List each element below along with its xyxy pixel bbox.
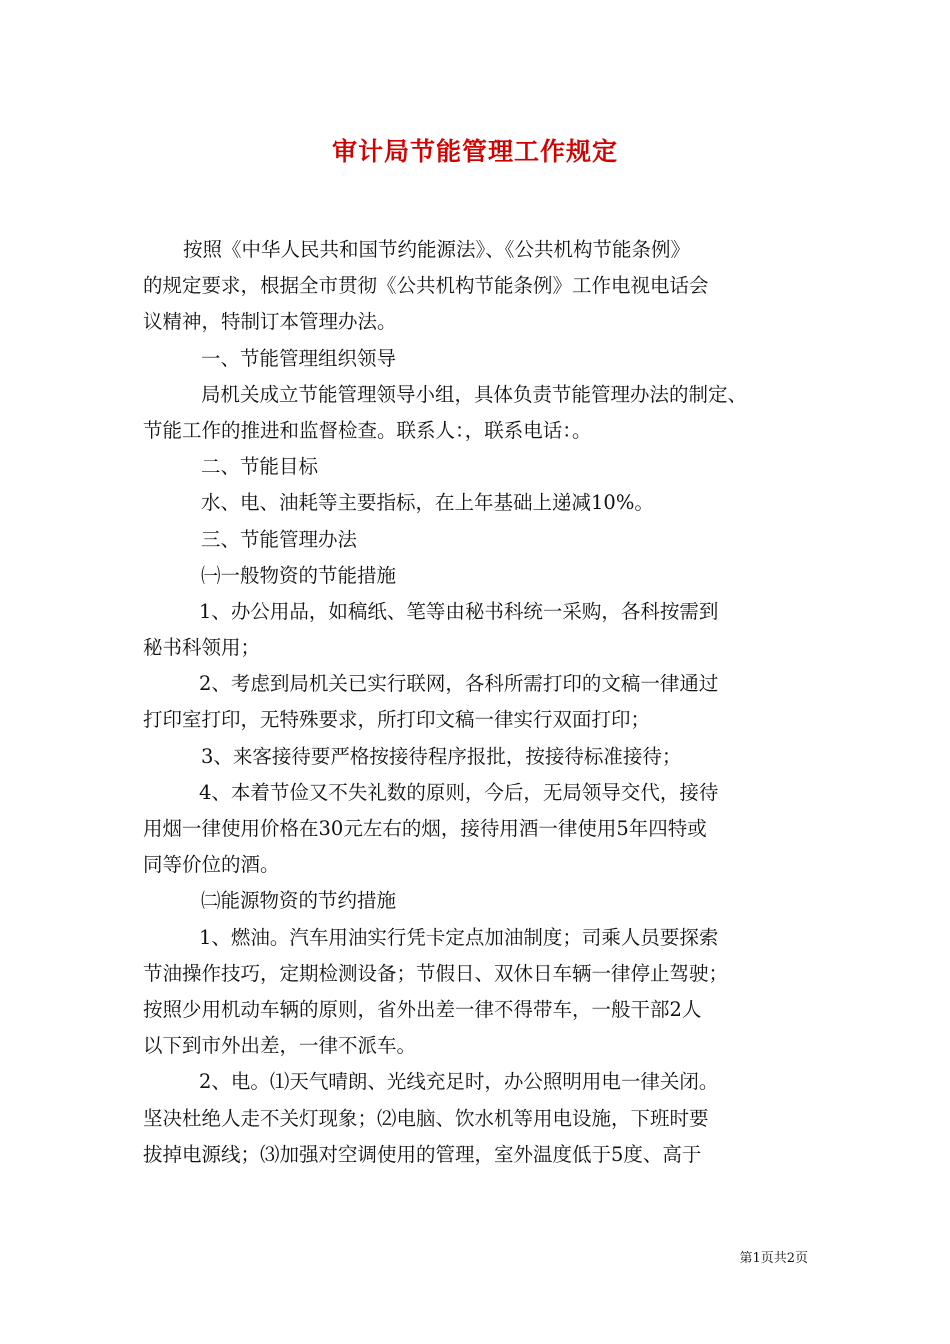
subsection-heading: ㈡能源物资的节约措施 <box>201 889 397 913</box>
body-line: 同等价位的酒。 <box>143 853 280 877</box>
page-number: 第1页共2页 <box>739 1251 808 1266</box>
body-line: 打印室打印，无特殊要求，所打印文稿一律实行双面打印； <box>143 708 651 732</box>
body-line: 节油操作技巧，定期检测设备；节假日、双休日车辆一律停止驾驶； <box>143 961 729 985</box>
body-line: 议精神，特制订本管理办法。 <box>143 310 397 334</box>
body-line: 局机关成立节能管理领导小组，具体负责节能管理办法的制定、 <box>201 382 748 406</box>
list-item: 2、考虑到局机关已实行联网，各科所需打印的文稿一律通过 <box>199 672 719 696</box>
document-title: 审计局节能管理工作规定 <box>331 137 618 166</box>
body-line: 用烟一律使用价格在30元左右的烟，接待用酒一律使用5年四特或 <box>143 817 707 840</box>
body-line: 水、电、油耗等主要指标，在上年基础上递减10%。 <box>201 491 654 515</box>
subsection-heading: ㈠一般物资的节能措施 <box>201 563 397 587</box>
body-line: 的规定要求，根据全市贯彻《公共机构节能条例》工作电视电话会 <box>143 274 709 298</box>
section-heading: 一、节能管理组织领导 <box>201 346 397 370</box>
list-item: 1、燃油。汽车用油实行凭卡定点加油制度；司乘人员要探索 <box>199 925 719 949</box>
body-line: 秘书科领用； <box>143 636 261 660</box>
list-item: 2、电。⑴天气晴朗、光线充足时，办公照明用电一律关闭。 <box>199 1070 719 1094</box>
document-body <box>143 232 808 1173</box>
section-heading: 三、节能管理办法 <box>201 527 358 551</box>
body-line: 按照《中华人民共和国节约能源法》、《公共机构节能条例》 <box>183 238 691 261</box>
body-line: 拔掉电源线；⑶加强对空调使用的管理，室外温度低于5度、高于 <box>143 1142 702 1166</box>
list-item: 4、本着节俭又不失礼数的原则，今后，无局领导交代，接待 <box>199 780 719 804</box>
list-item: 3、来客接待要严格按接待程序报批，按接待标准接待； <box>201 744 682 768</box>
body-line: 坚决杜绝人走不关灯现象；⑵电脑、饮水机等用电设施，下班时要 <box>143 1106 709 1130</box>
body-line: 节能工作的推进和监督检查。联系人：，联系电话：。 <box>143 418 592 442</box>
list-item: 1、办公用品，如稿纸、笔等由秘书科统一采购，各科按需到 <box>199 599 719 623</box>
body-line: 按照少用机动车辆的原则，省外出差一律不得带车，一般干部2人 <box>143 997 702 1021</box>
body-line: 以下到市外出差，一律不派车。 <box>143 1034 417 1058</box>
section-heading: 二、节能目标 <box>201 455 319 479</box>
